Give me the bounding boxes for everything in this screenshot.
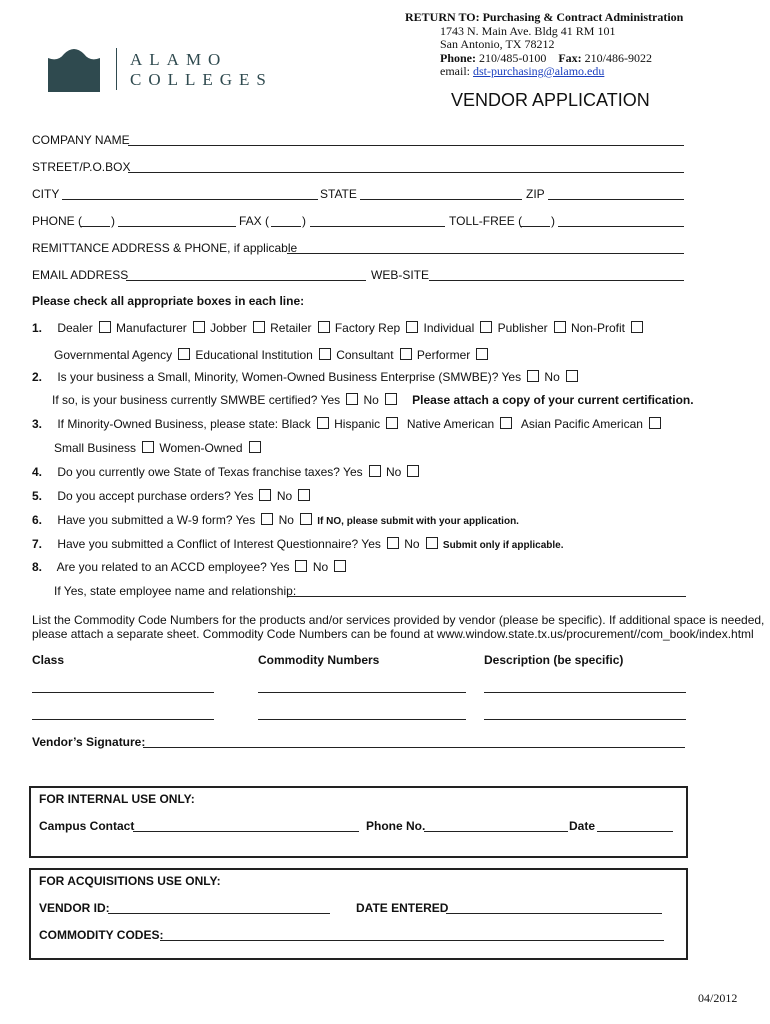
dealer-checkbox[interactable]	[99, 321, 111, 333]
email-label: email:	[440, 64, 470, 78]
factory-rep-checkbox[interactable]	[406, 321, 418, 333]
internal-use-heading: FOR INTERNAL USE ONLY:	[39, 792, 195, 806]
class-field-1[interactable]	[32, 692, 214, 693]
return-to-heading: RETURN TO: Purchasing & Contract Administration	[405, 10, 684, 24]
return-address1: 1743 N. Main Ave. Bldg 41 RM 101	[440, 23, 616, 38]
zip-field[interactable]	[548, 199, 684, 200]
certified-no-checkbox[interactable]	[385, 393, 397, 405]
commodity-numbers-field-1[interactable]	[258, 692, 466, 693]
q1-option-publisher: Publisher	[497, 321, 548, 335]
q1-option-non-profit: Non-Profit	[570, 321, 625, 335]
q1-option-educational: Educational Institution	[195, 348, 313, 362]
internal-phone-label: Phone No.	[366, 819, 426, 833]
question-8	[32, 560, 348, 574]
q6-number: 6.	[32, 513, 43, 527]
commodity-instructions-line2: please attach a separate sheet. Commodity Code Numbers can be found at www.window.state.tx.us/procurement//com_book/index.html	[32, 627, 754, 641]
q1-option-performer: Performer	[416, 348, 471, 362]
remittance-field[interactable]	[287, 253, 684, 254]
question-6	[32, 513, 519, 527]
q7-text: Have you submitted a Conflict of Interest Questionnaire? Yes	[57, 537, 381, 551]
phone-paren: )	[111, 214, 115, 228]
q7-no-label: No	[404, 537, 420, 551]
footer-date: 04/2012	[698, 991, 738, 1005]
question-3-line2	[54, 441, 263, 455]
q8-sub-text: If Yes, state employee name and relationship:	[54, 584, 297, 598]
q7-note: Submit only if applicable.	[442, 540, 564, 551]
return-email-link[interactable]: dst-purchasing@alamo.edu	[473, 64, 605, 78]
q6-text: Have you submitted a W-9 form? Yes	[57, 513, 256, 527]
question-2-sub	[52, 393, 694, 407]
q4-number: 4.	[32, 465, 43, 479]
q3-text: If Minority-Owned Business, please state: Black	[57, 417, 311, 431]
commodity-codes-label: COMMODITY CODES:	[39, 928, 164, 942]
women-owned-checkbox[interactable]	[249, 441, 261, 453]
zip-label: ZIP	[526, 187, 545, 201]
w9-no-checkbox[interactable]	[300, 513, 312, 525]
commodity-codes-field[interactable]	[160, 940, 664, 941]
q8-number: 8.	[32, 560, 43, 574]
logo-line1: ALAMO	[130, 50, 228, 69]
phone-area-field[interactable]	[80, 226, 110, 227]
check-instruction: Please check all appropriate boxes in each line:	[32, 294, 305, 308]
phone-label: Phone:	[440, 50, 476, 65]
jobber-checkbox[interactable]	[253, 321, 265, 333]
city-field[interactable]	[62, 199, 318, 200]
q2-sub-no-label: No	[363, 393, 379, 407]
q2-text: Is your business a Small, Minority, Women-Owned Business Enterprise (SMWBE)? Yes	[57, 370, 522, 384]
q1-option-jobber: Jobber	[210, 321, 247, 335]
page-title: VENDOR APPLICATION	[451, 90, 650, 110]
commodity-numbers-field-2[interactable]	[258, 719, 466, 720]
q2-number: 2.	[32, 370, 43, 384]
fax-field-label: FAX (	[239, 214, 270, 228]
question-4	[32, 465, 421, 479]
company-name-label: COMPANY NAME	[32, 133, 130, 147]
franchise-tax-no-checkbox[interactable]	[407, 465, 419, 477]
question-1-line2	[54, 348, 490, 362]
w9-yes-checkbox[interactable]	[261, 513, 273, 525]
toll-free-number-field[interactable]	[558, 226, 684, 227]
q3-option-women-owned: Women-Owned	[159, 441, 243, 455]
q2-note: Please attach a copy of your current certification.	[412, 393, 694, 407]
purchase-orders-no-checkbox[interactable]	[298, 489, 310, 501]
educational-checkbox[interactable]	[319, 348, 331, 360]
street-field[interactable]	[128, 172, 684, 173]
franchise-tax-yes-checkbox[interactable]	[369, 465, 381, 477]
accd-related-no-checkbox[interactable]	[334, 560, 346, 572]
q2-sub-text: If so, is your business currently SMWBE certified? Yes	[52, 393, 341, 407]
q5-number: 5.	[32, 489, 43, 503]
q8-no-label: No	[312, 560, 329, 574]
black-checkbox[interactable]	[317, 417, 329, 429]
state-field[interactable]	[360, 199, 522, 200]
hispanic-checkbox[interactable]	[386, 417, 398, 429]
description-column-header: Description (be specific)	[484, 653, 624, 667]
q5-text: Do you accept purchase orders? Yes	[57, 489, 254, 503]
question-2	[32, 370, 580, 384]
retailer-checkbox[interactable]	[318, 321, 330, 333]
q1-option-consultant: Consultant	[336, 348, 394, 362]
toll-free-area-field[interactable]	[520, 226, 550, 227]
q1-option-dealer: Dealer	[57, 321, 93, 335]
logo-divider	[116, 48, 117, 90]
logo-line2: COLLEGES	[130, 70, 273, 89]
return-phone: 210/485-0100	[479, 50, 547, 65]
q4-text: Do you currently owe State of Texas franchise taxes? Yes	[57, 465, 363, 479]
vendor-id-label: VENDOR ID:	[39, 901, 110, 915]
company-name-field[interactable]	[128, 145, 684, 146]
question-1	[32, 321, 645, 335]
logo-mark-icon	[48, 44, 100, 92]
commodity-instructions-line1: List the Commodity Code Numbers for the products and/or services provided by vendor (please be specific). If additional space is needed,	[32, 613, 765, 627]
conflict-yes-checkbox[interactable]	[387, 537, 399, 549]
website-field[interactable]	[429, 280, 684, 281]
email-address-label: EMAIL ADDRESS	[32, 268, 129, 282]
description-field-1[interactable]	[484, 692, 686, 693]
fax-number-field[interactable]	[310, 226, 445, 227]
question-7	[32, 537, 563, 551]
q3-option-small-business: Small Business	[54, 441, 137, 455]
q6-no-label: No	[278, 513, 294, 527]
street-label: STREET/P.O.BOX	[32, 160, 131, 174]
employee-relationship-field[interactable]	[288, 596, 686, 597]
commodity-numbers-column-header: Commodity Numbers	[258, 653, 380, 667]
alamo-colleges-logo	[48, 44, 288, 94]
internal-date-label: Date	[569, 819, 596, 833]
fax-paren: )	[302, 214, 306, 228]
q8-text: Are you related to an ACCD employee? Yes	[56, 560, 290, 574]
q1-option-manufacturer: Manufacturer	[116, 321, 187, 335]
q4-no-label: No	[385, 465, 402, 479]
internal-date-field[interactable]	[597, 831, 673, 832]
date-entered-field[interactable]	[446, 913, 662, 914]
question-3	[32, 417, 663, 431]
fax-area-field[interactable]	[271, 226, 301, 227]
q2-no-label: No	[544, 370, 560, 384]
return-address2: San Antonio, TX 78212	[440, 37, 555, 51]
signature-field[interactable]	[143, 747, 685, 748]
class-column-header: Class	[32, 653, 65, 667]
q3-option-asian-pacific: Asian Pacific American	[520, 417, 643, 431]
smwbe-no-checkbox[interactable]	[566, 370, 578, 382]
q1-option-individual: Individual	[423, 321, 475, 335]
internal-phone-field[interactable]	[424, 831, 568, 832]
q1-number: 1.	[32, 321, 43, 335]
performer-checkbox[interactable]	[476, 348, 488, 360]
smwbe-yes-checkbox[interactable]	[527, 370, 539, 382]
non-profit-checkbox[interactable]	[631, 321, 643, 333]
q3-option-native-american: Native American	[406, 417, 495, 431]
date-entered-label: DATE ENTERED	[356, 901, 449, 915]
asian-pacific-checkbox[interactable]	[649, 417, 661, 429]
return-fax: 210/486-9022	[584, 50, 653, 65]
accd-related-yes-checkbox[interactable]	[295, 560, 307, 572]
city-label: CITY	[32, 187, 60, 201]
website-label: WEB-SITE	[371, 268, 430, 282]
fax-label: Fax:	[558, 50, 582, 65]
acquisitions-heading: FOR ACQUISITIONS USE ONLY:	[39, 874, 221, 888]
governmental-checkbox[interactable]	[178, 348, 190, 360]
q1-option-retailer: Retailer	[270, 321, 312, 335]
certified-yes-checkbox[interactable]	[346, 393, 358, 405]
q1-option-factory-rep: Factory Rep	[334, 321, 401, 335]
return-to-block	[405, 11, 683, 79]
publisher-checkbox[interactable]	[554, 321, 566, 333]
campus-contact-field[interactable]	[133, 831, 359, 832]
q7-number: 7.	[32, 537, 43, 551]
remittance-label: REMITTANCE ADDRESS & PHONE, if applicable	[32, 241, 298, 255]
manufacturer-checkbox[interactable]	[193, 321, 205, 333]
consultant-checkbox[interactable]	[400, 348, 412, 360]
toll-free-paren: )	[551, 214, 555, 228]
native-american-checkbox[interactable]	[500, 417, 512, 429]
toll-free-label: TOLL-FREE (	[449, 214, 523, 228]
description-field-2[interactable]	[484, 719, 686, 720]
signature-label: Vendor’s Signature:	[32, 735, 146, 749]
individual-checkbox[interactable]	[480, 321, 492, 333]
state-label: STATE	[320, 187, 357, 201]
question-5	[32, 489, 312, 503]
phone-number-field[interactable]	[118, 226, 236, 227]
vendor-id-field[interactable]	[108, 913, 330, 914]
q6-note: If NO, please submit with your application.	[317, 516, 519, 527]
conflict-no-checkbox[interactable]	[426, 537, 438, 549]
phone-field-label: PHONE (	[32, 214, 83, 228]
campus-contact-label: Campus Contact	[39, 819, 135, 833]
purchase-orders-yes-checkbox[interactable]	[259, 489, 271, 501]
q1-option-governmental: Governmental Agency	[54, 348, 173, 362]
email-address-field[interactable]	[126, 280, 366, 281]
small-business-checkbox[interactable]	[142, 441, 154, 453]
class-field-2[interactable]	[32, 719, 214, 720]
q5-no-label: No	[276, 489, 293, 503]
q3-number: 3.	[32, 417, 43, 431]
q3-option-hispanic: Hispanic	[334, 417, 381, 431]
